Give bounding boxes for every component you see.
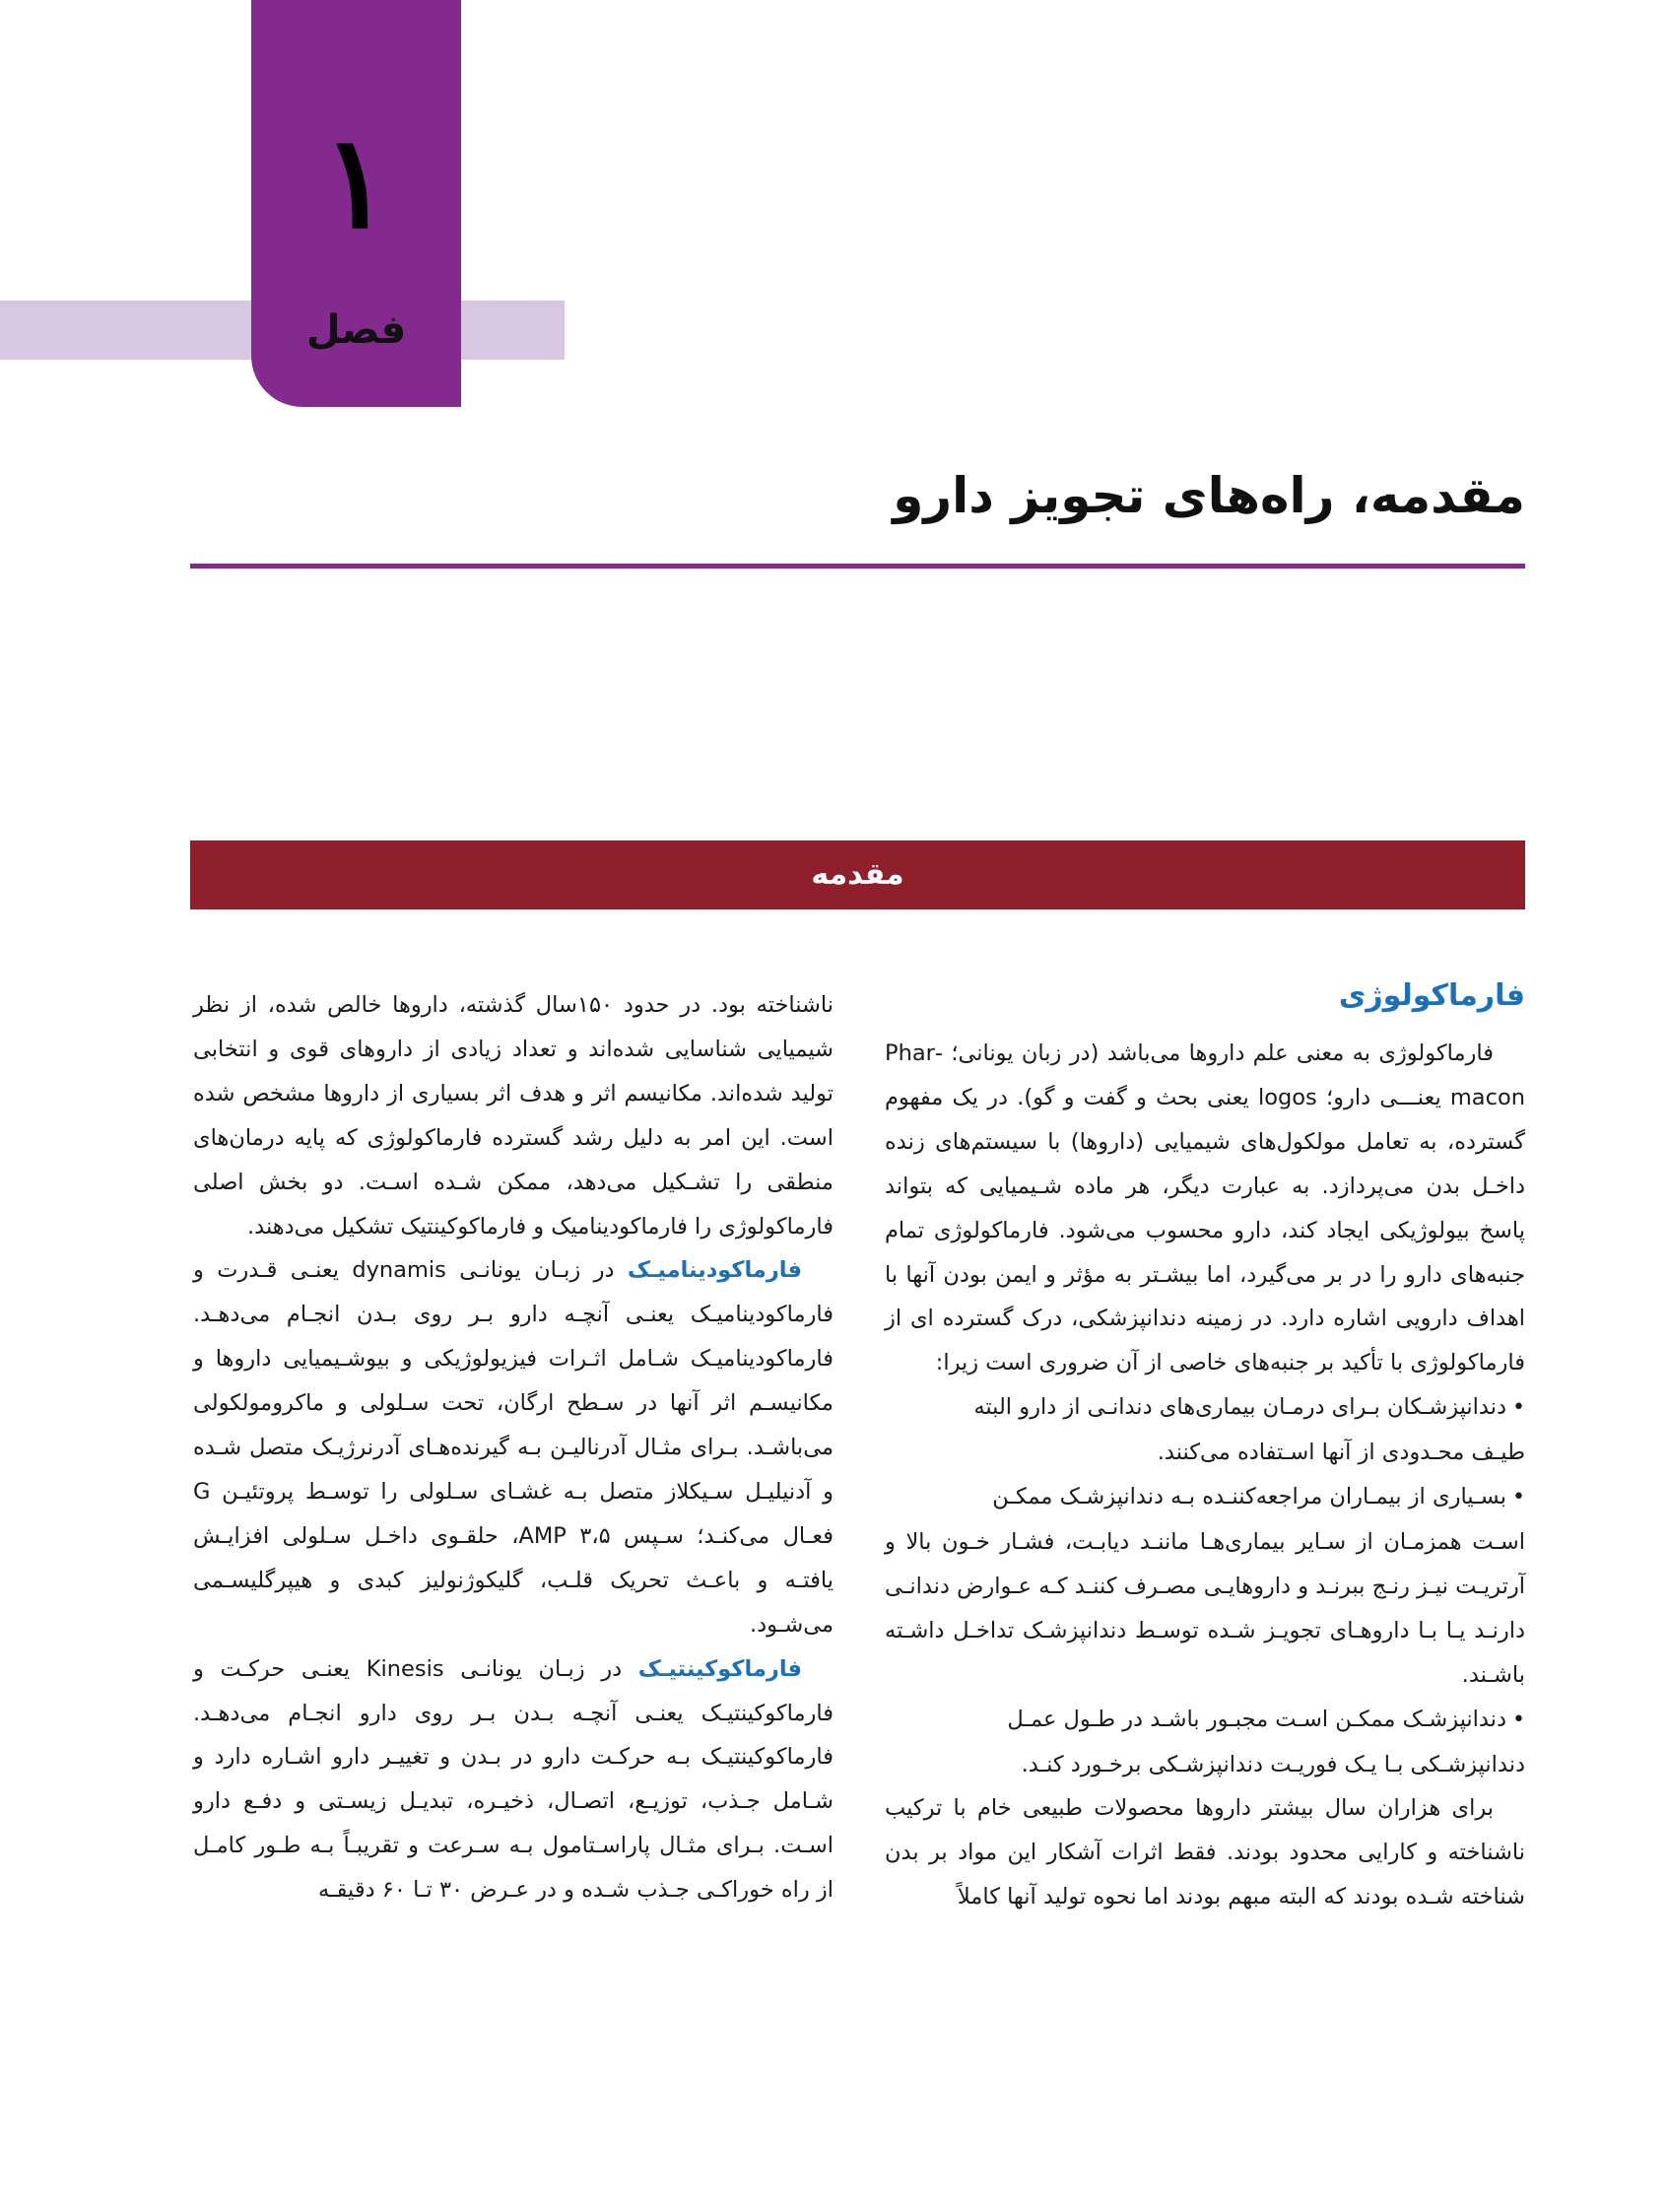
bullet-continuation: طیـف محـدودی از آنها اسـتفاده می‌کنند. <box>1157 1440 1525 1466</box>
bullet-continuation: اسـت همزمـان از سـایر بیماری‌هـا ماننـد دیابـت، فشـار خـون بالا و آرتریـت نیـز رنـج ببرنـد و داروهایـی مصـرف کننـد کـه عـوارض دندانـی دارنـد یـا بـا داروهـای تجویـز شـده توسـط دندانپزشـک تداخـل داشـته باشـند. <box>885 1528 1525 1688</box>
pharmacology-paragraph: فارماکولوژی به معنی علم داروها می‌باشد (در زبان یونانی؛ -Phar macon یعنـــی دارو؛ logos یعنی بحث و گفت و گو). در یک مفهوم گسترده، به تعامل مولکول‌های شیمیایی (داروها) با سیستم‌های زنده داخـل بدن می‌پردازد. به عبارت دیگر، هر ماده شـیمیایی که بتواند پاسخ بیولوژیکی ایجاد کند، دارو محسوب می‌شود. فارماکولوژی تمام جنبه‌های دارو را در بر می‌گیرد، اما بیشـتر به مؤثر و ایمن بودن آنها با اهداف دارویی اشاره دارد. در زمینه دندانپزشکی، درک گسترده ای از فارماکولوژی با تأکید بر جنبه‌های خاصی از آن ضروری است زیرا: <box>885 1040 1525 1376</box>
history-continued-paragraph: ناشناخته بود. در حدود ۱۵۰سال گذشته، داروها خالص شده، از نظر شیمیایی شناسایی شده‌اند و تعداد زیادی از داروهای قوی و انتخابی تولید شده‌اند. مکانیسم اثر و هدف اثر بسیاری از داروها مشخص شده است. این امر به دلیل رشد گسترده فارماکولوژی که پایه درمان‌های منطقی را تشـکیل می‌دهد، ممکن شـده اسـت. دو بخش اصلی فارماکولوژی را فارماکودینامیک و فارماکوکینتیک تشکیل می‌دهند. <box>193 992 834 1240</box>
pharmacology-heading: فارماکولوژی <box>1338 978 1525 1013</box>
bullet-item <box>885 1385 1525 1475</box>
right-column <box>885 971 1525 1919</box>
chapter-number: ۱ <box>321 106 391 257</box>
bullet-item <box>885 1475 1525 1698</box>
bullet-icon: • <box>1512 1485 1525 1510</box>
section-header <box>190 840 1525 909</box>
bullet-first-line: دندانپزشـکان بـرای درمـان بیماری‌های دندانـی از دارو البته <box>973 1394 1507 1421</box>
bullet-first-line: دندانپزشـک ممکـن اسـت مجبـور باشـد در طـول عمـل <box>1007 1706 1507 1732</box>
pharmacodynamics-term: فارماکودینامیـک <box>627 1257 802 1284</box>
bullet-item <box>885 1698 1525 1787</box>
pharmacokinetics-text: در زبـان یونانـی Kinesis یعنـی حرکـت و فارماکوکینتیـک یعنـی آنچـه بـدن بـر روی دارو انجـام می‌دهـد. فارماکوکینتیـک بـه حرکـت دارو در بـدن و تغییـر دارو اشـاره دارد و شـامل جـذب، توزیـع، اتصـال، ذخیـره، تبدیـل زیسـتی و دفـع دارو اسـت. بـرای مثـال پاراسـتامول بـه سـرعت و تقریبـاً بـه طـور کامـل از راه خوراکـی جـذب شـده و در عـرض ۳۰ تـا ۶۰ دقیقـه <box>193 1655 834 1904</box>
bullet-icon: • <box>1512 1395 1525 1421</box>
pharmacokinetics-paragraph <box>193 1647 834 1912</box>
section-title: مقدمه <box>811 857 904 892</box>
pharmacokinetics-term: فارماکوکینتیـک <box>637 1655 803 1682</box>
bullet-icon: • <box>1512 1707 1525 1732</box>
left-column <box>193 983 834 1912</box>
history-paragraph: برای هزاران سال بیشتر داروها محصولات طبیعی خام با ترکیب ناشناخته و کارایی محدود بودند. فقط اثرات آشکار این مواد بر بدن شناخته شـده بودند که البته مبهم بودند اما نحوه تولید آنها کاملاً <box>885 1795 1525 1910</box>
bullet-first-line: بسـیاری از بیمـاران مراجعه‌کننـده بـه دندانپزشـک ممکـن <box>992 1484 1507 1510</box>
chapter-label: فصل <box>305 307 407 353</box>
title-divider <box>190 564 1525 569</box>
pharmacodynamics-paragraph <box>193 1248 834 1646</box>
pharmacodynamics-text: در زبـان یونانـی dynamis یعنـی قـدرت و فارماکودینامیـک یعنـی آنچـه دارو بـر روی بـدن انجـام می‌دهـد. فارماکودینامیـک شـامل اثـرات فیزیولوژیکی و بیوشـیمیایی داروها و مکانیسـم اثر آنها در سـطح ارگان، تحت سـلولی و ماکرومولکولی می‌باشـد. بـرای مثـال آدرنالیـن بـه گیرنده‌هـای آدرنرژیـک متصل شـده و آدنیلیـل سـیکلاز متصل بـه غشـای سـلولی را توسـط پروتئیـن G فعـال می‌کنـد؛ سـپس AMP ۳،۵، حلقـوی داخـل سـلولی افزایـش یافتـه و باعـث تحریک قلـب، گلیکوژنولیز کبدی و هیپرگلیسـمی می‌شـود. <box>193 1257 834 1638</box>
chapter-title: مقدمه، راه‌های تجویز دارو <box>893 467 1525 524</box>
bullet-continuation: دندانپزشـکی بـا یـک فوریـت دندانپزشـکی برخـورد کنـد. <box>1021 1751 1525 1777</box>
